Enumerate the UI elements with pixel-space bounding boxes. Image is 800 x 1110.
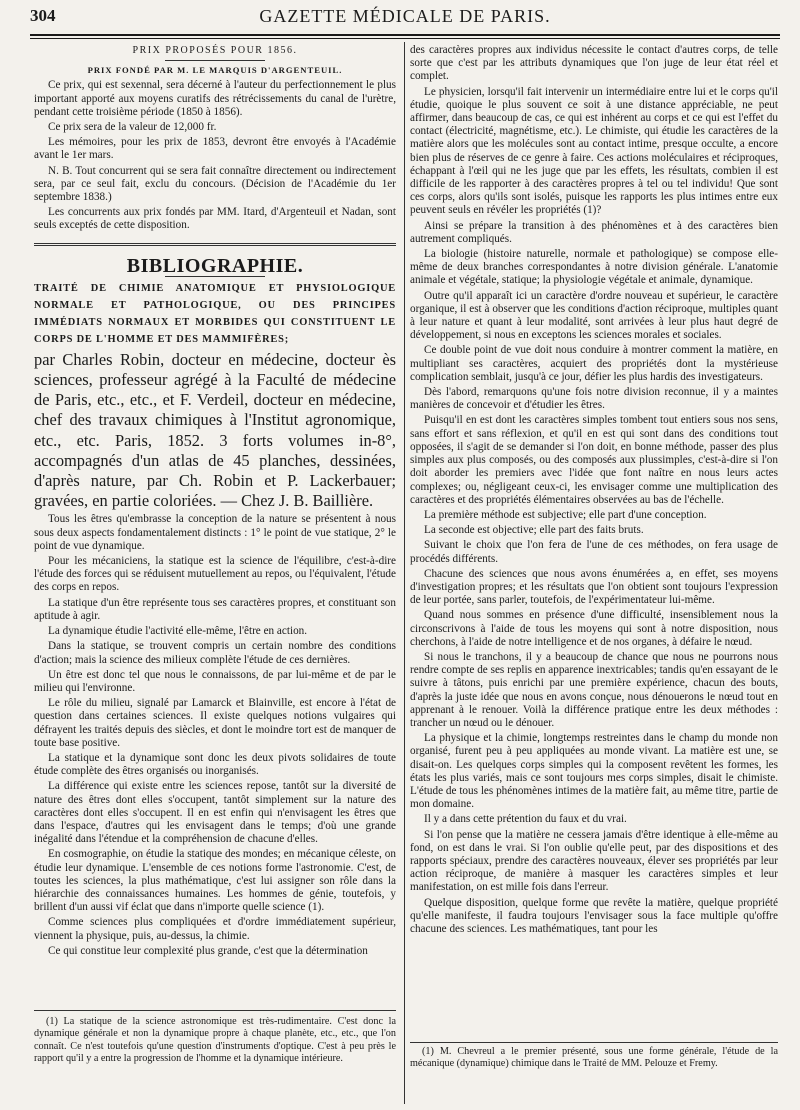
- body-paragraph: En cosmographie, on étudie la statique des mondes; en mécanique céleste, on étudie leur dynamique. L'ensemble de ces notions forme l'astronomie. C'est, de toutes les sciences, la plus mathématique, c'est lui assigner son rôle dans la hiérarchie des connaissances humaines. Les hommes de génie, toutefois, y brillent d'un aussi vif éclat que dans n'importe quelle science (1).: [34, 848, 396, 914]
- body-paragraph: Ce qui constitue leur complexité plus grande, c'est que la détermination: [48, 944, 368, 957]
- body-paragraph: Chacune des sciences que nous avons énumérées a, en effet, ses moyens d'investigation propres; et les résultats que l'on obtient sont toujours l'expression de leur portée, sans parler, toutefois, de l'expérimentateur lui-même.: [410, 567, 778, 607]
- body-paragraph: Le physicien, lorsqu'il fait intervenir un intermédiaire entre lui et le corps qu'il étudie, quoique le plus souvent ce soit à une distance appréciable, ne peut affirmer, dans beaucoup de cas, ce qui est inhérent au corps et ce qui est l'effet du contact (électricité, magnétisme, etc.). Le chimiste, qui étudie les caractères de la matière alors que les molécules sont au contact intime, presque occulte, a encore bien plus de réserves de ce genre à faire. Ces actions moléculaires et réciproques, échappant à l'œil qui ne les juge que par les effets, les résultats, combien il est difficile de les rapporter à des caractères propres à tel ou tel individu! Que sont ces corps, alors qu'ils sont isolés, puisque les rapports les plus intimes entre eux peuvent seuls en révéler les propriétés (1)?: [410, 85, 778, 217]
- body-paragraph: La physique et la chimie, longtemps restreintes dans le champ du monde non organisé, furent peu à peu appliquées au monde vivant. La matière est une, se disait-on. Les quelques corps simples qui la composent revêtent les formes, les états les plus variés, mais ce sont toujours mes corps simples, disait le chimiste. L'étude de tous les phénomènes intimes de la matière fait, au même titre, partie de mon domaine.: [410, 732, 778, 811]
- small-rule: [165, 60, 265, 61]
- body-paragraph: La statique d'un être représente tous ses caractères propres, et constituant son aptitude à agir.: [34, 596, 396, 622]
- footnote-rule: [34, 1010, 396, 1011]
- body-paragraph: Dans la statique, se trouvent compris un certain nombre des conditions d'action; mais la science des milieux complète l'étude de ces dernières.: [34, 640, 396, 666]
- body-paragraph: Le rôle du milieu, signalé par Lamarck et Blainville, est encore à l'état de question dans certaines sciences. Il existe quelques notions vulgaires qui défrayent les traités depuis des siècles, et dont le moindre tort est de manquer de toute base positive.: [34, 697, 396, 749]
- body-paragraph: Tous les êtres qu'embrasse la conception de la nature se présentent à nous sous deux aspects fondamentalement distincts : 1° le point de vue statique, 2° le point de vue dynamique.: [34, 513, 396, 552]
- body-paragraph: Dès l'abord, remarquons qu'une fois notre division reconnue, il y a maintes manières de concevoir et d'étudier les êtres.: [410, 386, 778, 412]
- prize-paragraph: Les concurrents aux prix fondés par MM. Itard, d'Argenteuil et Nadan, sont seuls exceptés de cette disposition.: [34, 206, 396, 232]
- section-rule: [34, 243, 396, 246]
- book-title: TRAITÉ DE CHIMIE ANATOMIQUE ET PHYSIOLOGIQUE NORMALE ET PATHOLOGIQUE, OU DES PRINCIPES IMMÉDIATS NORMAUX ET MORBIDES QUI CONSTITUENT LE CORPS DE L'HOMME ET DES MAMMIFÈRES;: [34, 282, 396, 345]
- left-column: [34, 44, 396, 960]
- gazette-title: GAZETTE MÉDICALE DE PARIS.: [259, 6, 551, 26]
- body-paragraph: Outre qu'il apparaît ici un caractère d'ordre nouveau et supérieur, le caractère organique, il est à observer que les conditions d'action réciproque, multiples quant à leur nature et quant à leur modalité, sont arrivées à leur plus haut degré de développement, si nous en exceptons les sciences morales et sociales.: [410, 289, 778, 342]
- prize-paragraph: Ce prix sera de la valeur de 12,000 fr.: [48, 121, 217, 134]
- prize-paragraph: Les mémoires, pour les prix de 1853, devront être envoyés à l'Académie avant le 1er mars.: [34, 136, 396, 162]
- body-paragraph: Il y a dans cette prétention du faux et du vrai.: [424, 813, 627, 826]
- body-paragraph: Quand nous sommes en présence d'une difficulté, insensiblement nous la circonscrivons à l'aide de tous les moyens qui sont à notre disposition, nous cherchons, à l'aide de notre intelligence et de nos organes, à défaire le nœud.: [410, 609, 778, 648]
- body-paragraph: Un être est donc tel que nous le connaissons, de par lui-même et de par le milieu qui l'environne.: [34, 668, 396, 694]
- body-paragraph: Ce double point de vue doit nous conduire à montrer comment la matière, en multipliant ses caractères, acquiert des propriétés dont la mystérieuse complication semblait, jusqu'à ce jour, défier les plus hardis des investigateurs.: [410, 344, 778, 383]
- body-paragraph: La différence qui existe entre les sciences repose, tantôt sur la diversité de nature des êtres dont elles s'occupent, tantôt simplement sur la nature des caractères dont elles s'occupent. Il en est enfin qui n'envisagent les êtres que dans l'espace, d'autres qui les envisagent dans le temps; d'où une grande inégalité dans l'étendue et la compréhension de chacune d'elles.: [34, 780, 396, 846]
- prize-paragraph: N. B. Tout concurrent qui se sera fait connaître directement ou indirectement sera, par ce seul fait, exclu du concours. (Décision de l'Académie du 1er septembre 1838.): [34, 164, 396, 204]
- prize-paragraph: Ce prix, qui est sexennal, sera décerné à l'auteur du perfectionnement le plus important apporté aux moyens curatifs des rétrécissements du canal de l'urètre, pendant cette troisième période (1850 à 1856).: [34, 79, 396, 118]
- page-number: 304: [30, 6, 56, 25]
- right-column: [410, 44, 778, 938]
- body-paragraph: Suivant le choix que l'on fera de l'une de ces méthodes, on fera usage de procédés différents.: [410, 539, 778, 565]
- right-footnote: (1) M. Chevreul a le premier présenté, sous une forme générale, l'étude de la mécanique (dynamique) chimique dans le Traité de MM. Pelouze et Fremy.: [410, 1046, 778, 1070]
- header-rule-thin: [30, 38, 780, 39]
- body-paragraph: Si l'on pense que la matière ne cessera jamais d'être identique à elle-même au fond, on est dans le vrai. Si l'on oublie qu'elle peut, par des dispositions et des rapports spéciaux, prendre des caractères nouveaux, élever ses propriétés par leur action réciproque, de manière à masquer les caractères simples et leur manifestation, on est mille fois dans l'erreur.: [410, 828, 778, 894]
- body-paragraph: La première méthode est subjective; elle part d'une conception.: [424, 508, 707, 521]
- body-paragraph: La biologie (histoire naturelle, normale et pathologique) se compose elle-même de deux branches correspondantes à notre division générale. L'anatomie animale et végétale, statique; la physiologie végétale et animale, dynamique.: [410, 248, 778, 287]
- body-paragraph: La seconde est objective; elle part des faits bruts.: [424, 524, 644, 537]
- footnote-rule: [410, 1042, 778, 1043]
- prize-heading: PRIX PROPOSÉS POUR 1856.: [132, 45, 298, 56]
- body-paragraph: Si nous le tranchons, il y a beaucoup de chance que nous ne pourrons nous rendre compte de ses replis en apparence inextricables; tandis qu'en essayant de le suivre à tâtons, puis enrichi par une première expérience, chacun des bouts, d'après la juste idée que nous en avons conçue, nous dénouerons le nœud tout en apprenant à le renouer. Voilà la différence pratique entre les deux méthodes : trancher un nœud ou le dénouer.: [410, 650, 778, 729]
- column-divider: [404, 42, 405, 1104]
- body-paragraph: Comme sciences plus compliquées et d'ordre immédiatement supérieur, viennent la physique, puis, au-dessus, la chimie.: [34, 916, 396, 942]
- body-paragraph: Pour les mécaniciens, la statique est la science de l'équilibre, c'est-à-dire l'étude des forces qui se réduisent mutuellement au repos, ou l'équivalent, l'étude des corps en repos.: [34, 555, 396, 594]
- body-paragraph: La statique et la dynamique sont donc les deux pivots solidaires de toute étude complète des êtres organisés ou inorganisés.: [34, 751, 396, 778]
- body-paragraph: La dynamique étudie l'activité elle-même, l'être en action.: [48, 625, 308, 638]
- body-paragraph: Ainsi se prépare la transition à des phénomènes et à des caractères bien autrement compliqués.: [410, 219, 778, 245]
- bibliography-heading: BIBLIOGRAPHIE.: [126, 254, 304, 277]
- page-header: [30, 6, 780, 32]
- left-footnote: (1) La statique de la science astronomique est très-rudimentaire. C'est donc la dynamique générale et non la dynamique propre à chaque planète, etc., etc., que l'on connaît. Ce n'est toutefois qu'une question d'instruments d'optique. C'est à peu près le rapport qu'il y a entre la progression de l'homme et la dynamique intérieure.: [34, 1016, 396, 1065]
- body-paragraph: Puisqu'il en est dont les caractères simples tombent tout entiers sous nos sens, sans effort et sans réflexion, et qu'il en est qui sont dans des conditions tout opposées, il s'agit de se demander si l'on doit, en bonne méthode, passer des plus simples aux plus composés, ou des composés aux plussimples, c'est-à-dire si l'on doit aborder les premiers avec l'idée que font naître en nous leurs actes complexes; ou, négligeant ceux-ci, les envisager comme une multiplication des caractères et des propriétés élémentaires observées au bas de l'échelle.: [410, 414, 778, 506]
- book-details: par Charles Robin, docteur en médecine, docteur ès sciences, professeur agrégé à la Faculté de médecine de Paris, etc., etc., et F. Verdeil, docteur en médecine, chef des travaux chimiques à l'Institut agronomique, etc., etc. Paris, 1852. 3 forts volumes in-8°, accompagnés d'un atlas de 45 planches, dessinées, d'après nature, par Ch. Robin et P. Lackerbauer; gravées, en partie coloriées. — Chez J. B. Baillière.: [34, 349, 396, 511]
- body-paragraph: Quelque disposition, quelque forme que revête la matière, quelque propriété qu'elle manifeste, il faudra toujours l'envisager sous la face multiple qu'offre chacune des sciences. Les mathématiques, tant pour les: [410, 896, 778, 935]
- body-paragraph: des caractères propres aux individus nécessite le contact d'autres corps, de telle sorte que c'est par les attributs dynamiques que l'on juge de leur état réel et complet.: [410, 44, 778, 83]
- header-rule: [30, 34, 780, 36]
- prize-subheading: PRIX FONDÉ PAR M. LE MARQUIS D'ARGENTEUIL.: [87, 65, 343, 76]
